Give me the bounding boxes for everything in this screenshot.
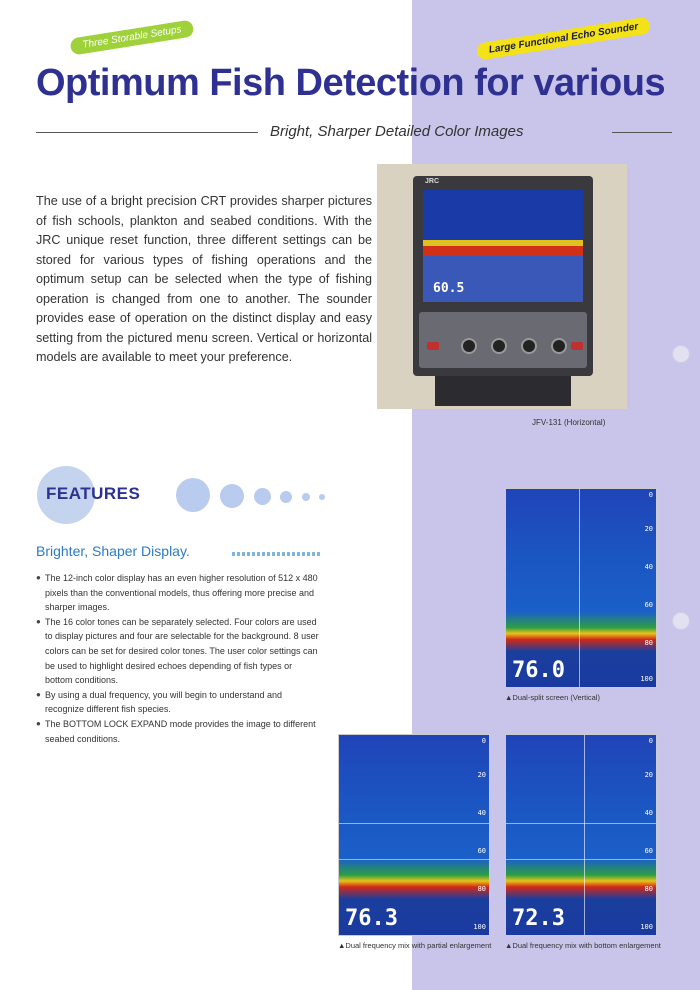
badge-echo-sounder: Large Functional Echo Sounder (476, 16, 652, 60)
depth-tick: 40 (644, 809, 653, 817)
badge-storable-setups: Three Storable Setups (69, 19, 194, 55)
device-depth-reading: 60.5 (433, 281, 465, 296)
decor-dot (176, 478, 210, 512)
depth-tick: 40 (644, 563, 653, 571)
depth-tick: 60 (477, 847, 486, 855)
feature-item: ● By using a dual frequency, you will begin to understand and recognize different fish species. (36, 688, 322, 717)
screen-caption: ▲Dual frequency mix with bottom enlargement (505, 941, 661, 950)
device-screen (423, 190, 583, 302)
control-knob (521, 338, 537, 354)
decor-dot (254, 488, 271, 505)
feature-item: ● The 16 color tones can be separately selected. Four colors are used to display pictures and four are selectable for the background. 8 user colors can be set for desired color tones. The user color settings can be used to highlight desired echoes depending of fish types or bottom conditions. (36, 615, 322, 688)
binder-hole (672, 612, 690, 630)
subtitle-rule (36, 132, 258, 133)
sonar-screen-vertical (505, 488, 657, 688)
control-knob (461, 338, 477, 354)
product-photo (377, 164, 627, 409)
depth-tick: 0 (481, 737, 486, 745)
depth-tick: 20 (644, 525, 653, 533)
depth-tick: 80 (644, 885, 653, 893)
depth-reading: 76.3 (345, 906, 398, 931)
depth-tick: 80 (477, 885, 486, 893)
screen-caption: ▲Dual frequency mix with partial enlargement (338, 941, 492, 950)
features-heading: FEATURES (46, 484, 141, 503)
device-brand: JRC (425, 178, 440, 185)
depth-tick: 100 (473, 923, 486, 931)
control-knob (551, 338, 567, 354)
zoom-line (339, 859, 489, 860)
power-button (427, 342, 439, 350)
page-subtitle: Bright, Sharper Detailed Color Images (270, 123, 524, 140)
feature-item: ● The 12-inch color display has an even higher resolution of 512 x 480 pixels than the conventional models, thus offering more precise and sharper images. (36, 571, 322, 615)
device-caption: JFV-131 (Horizontal) (532, 418, 606, 427)
intro-paragraph: The use of a bright precision CRT provides sharper pictures of fish schools, plankton and seabed conditions. With the JRC unique reset function, three different settings can be stored for various types of fishing operations and the optimum setup can be selected when the type of fishing operation is changed from one to another. The sounder provides ease of operation on the distinct display and easy setting from the pictured menu screen. Vertical or horizontal models are available to meet your preference. (36, 194, 372, 364)
feature-list (36, 571, 322, 746)
sonar-screen-bottom (505, 734, 657, 936)
page-title: Optimum Fish Detection for various (36, 62, 666, 104)
wave-ornament (232, 552, 320, 556)
split-line (579, 489, 580, 687)
depth-tick: 40 (477, 809, 486, 817)
control-knob (491, 338, 507, 354)
device-mount (435, 376, 571, 406)
depth-tick: 60 (644, 847, 653, 855)
depth-tick: 60 (644, 601, 653, 609)
sonar-screen-partial (338, 734, 490, 936)
depth-tick: 20 (644, 771, 653, 779)
zoom-line (506, 859, 656, 860)
zoom-line (506, 823, 656, 824)
device-control-panel (419, 312, 587, 368)
zoom-line (339, 823, 489, 824)
depth-reading: 72.3 (512, 906, 565, 931)
decor-dot (302, 493, 310, 501)
depth-tick: 0 (648, 491, 653, 499)
depth-reading: 76.0 (512, 658, 565, 683)
depth-tick: 80 (644, 639, 653, 647)
screen-caption: ▲Dual-split screen (Vertical) (505, 693, 600, 702)
device-bottom-band (423, 246, 583, 256)
depth-tick: 20 (477, 771, 486, 779)
device-housing (413, 176, 593, 376)
decor-dot (220, 484, 244, 508)
feature-item: ● The BOTTOM LOCK EXPAND mode provides the image to different seabed conditions. (36, 717, 322, 746)
depth-tick: 0 (648, 737, 653, 745)
decor-dot (319, 494, 325, 500)
depth-tick: 100 (640, 923, 653, 931)
binder-hole (672, 345, 690, 363)
depth-tick: 100 (640, 675, 653, 683)
split-line (584, 735, 585, 935)
section-subheading: Brighter, Shaper Display. (36, 543, 190, 559)
subtitle-rule-right (612, 132, 672, 133)
decor-dot (280, 491, 292, 503)
power-button (571, 342, 583, 350)
